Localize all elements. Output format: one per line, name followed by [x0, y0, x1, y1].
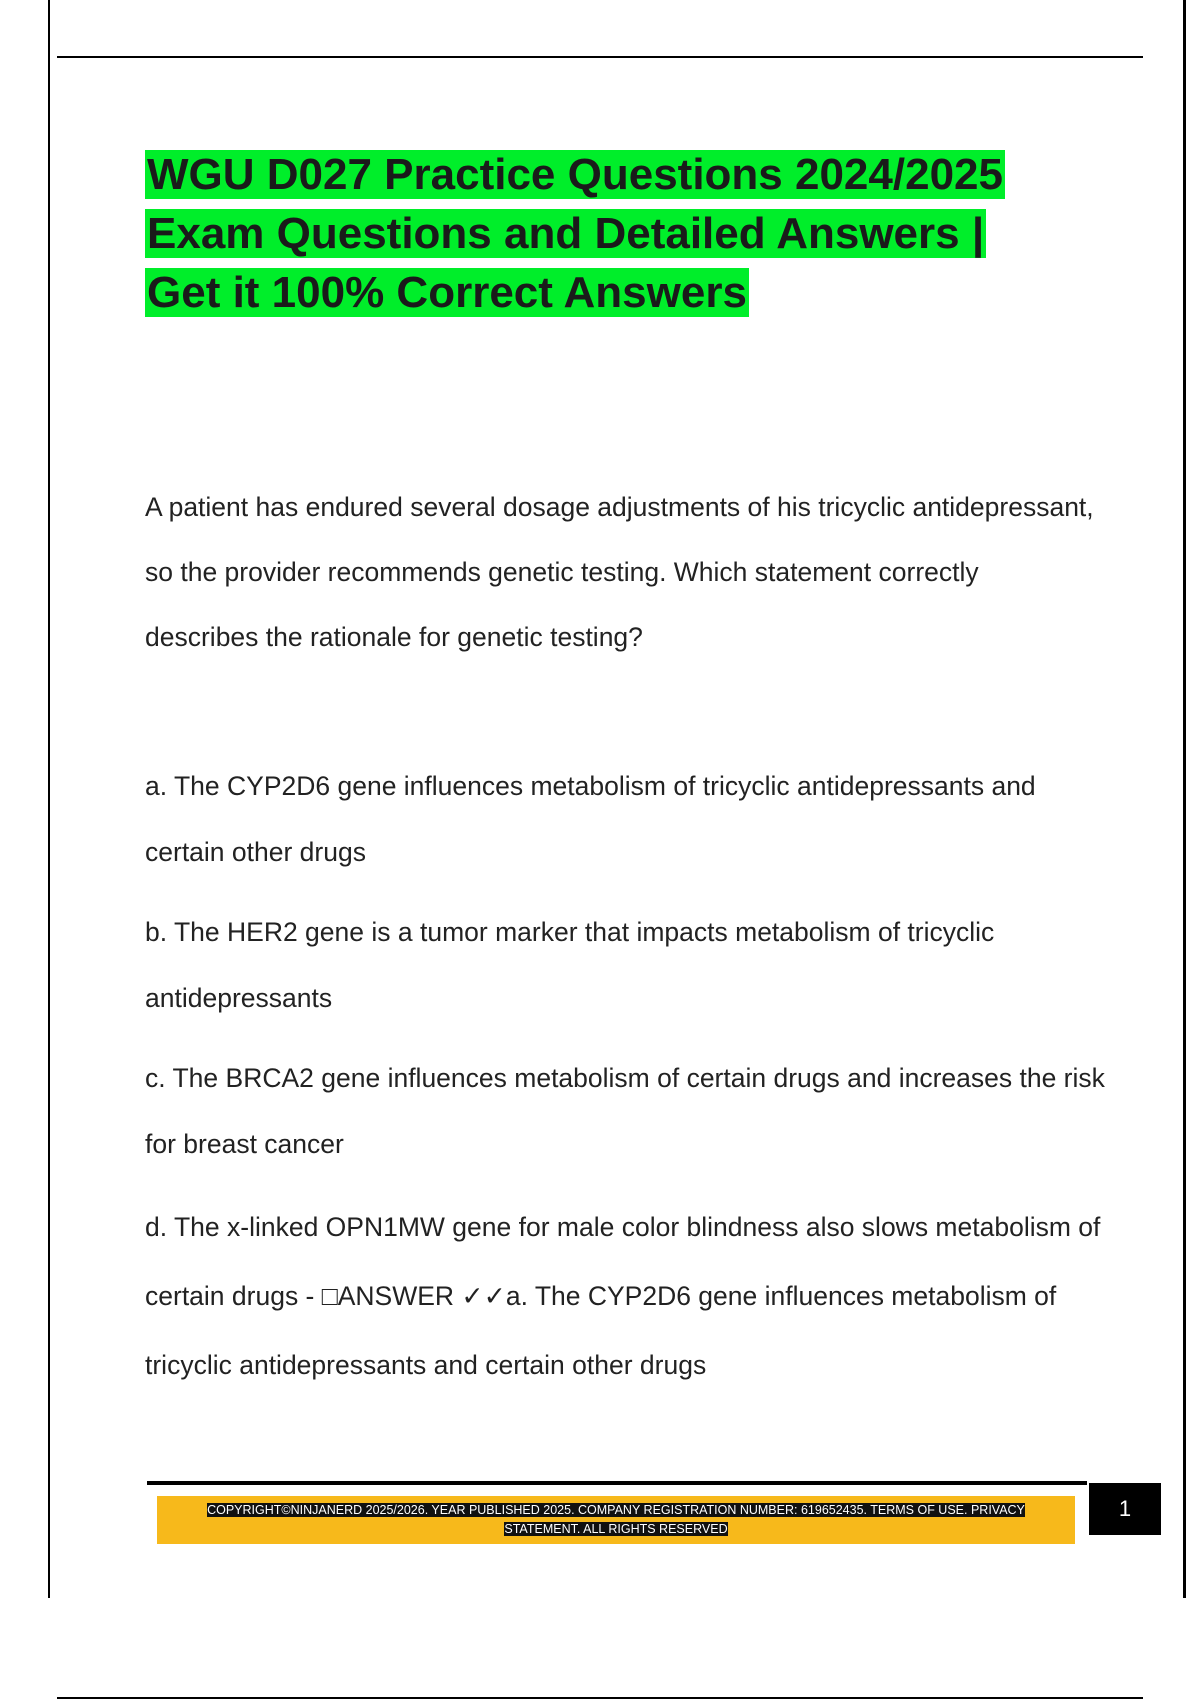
option-b: b. The HER2 gene is a tumor marker that impacts metabolism of tricyclic antidepressants — [145, 917, 995, 1013]
option-a: a. The CYP2D6 gene influences metabolism of tricyclic antidepressants and certain other drugs — [145, 771, 1036, 867]
footer-copyright — [172, 1501, 1060, 1539]
title-line-3: Get it 100% Correct Answers — [147, 268, 747, 317]
option-d-with-answer: d. The x-linked OPN1MW gene for male color blindness also slows metabolism of certain drugs - □ANSWER ✓✓a. The CYP2D6 gene influences metabolism of tricyclic antidepressants and certain other drugs — [145, 1212, 1101, 1380]
option-c: c. The BRCA2 gene influences metabolism of certain drugs and increases the risk for breast cancer — [145, 1063, 1105, 1159]
page-border-left — [48, 0, 50, 1598]
next-page-rule — [57, 1697, 1143, 1699]
header-rule — [57, 56, 1143, 58]
document-title — [145, 145, 1095, 322]
page-border-right — [1183, 0, 1186, 1598]
page-number: 1 — [1089, 1483, 1161, 1535]
footer-copyright-line-1: COPYRIGHT©NINJANERD 2025/2026. YEAR PUBLISHED 2025. COMPANY REGISTRATION NUMBER: 619652435. TERMS OF USE. PRIVACY — [207, 1503, 1025, 1517]
title-line-2: Exam Questions and Detailed Answers | — [147, 209, 985, 258]
title-line-1: WGU D027 Practice Questions 2024/2025 — [147, 150, 1003, 199]
footer-copyright-line-2: STATEMENT. ALL RIGHTS RESERVED — [504, 1522, 728, 1536]
footer-rule — [147, 1481, 1087, 1485]
question-text: A patient has endured several dosage adjustments of his tricyclic antidepressant, so the provider recommends genetic testing. Which statement correctly describes the rationale for genetic testing? — [145, 492, 1094, 652]
